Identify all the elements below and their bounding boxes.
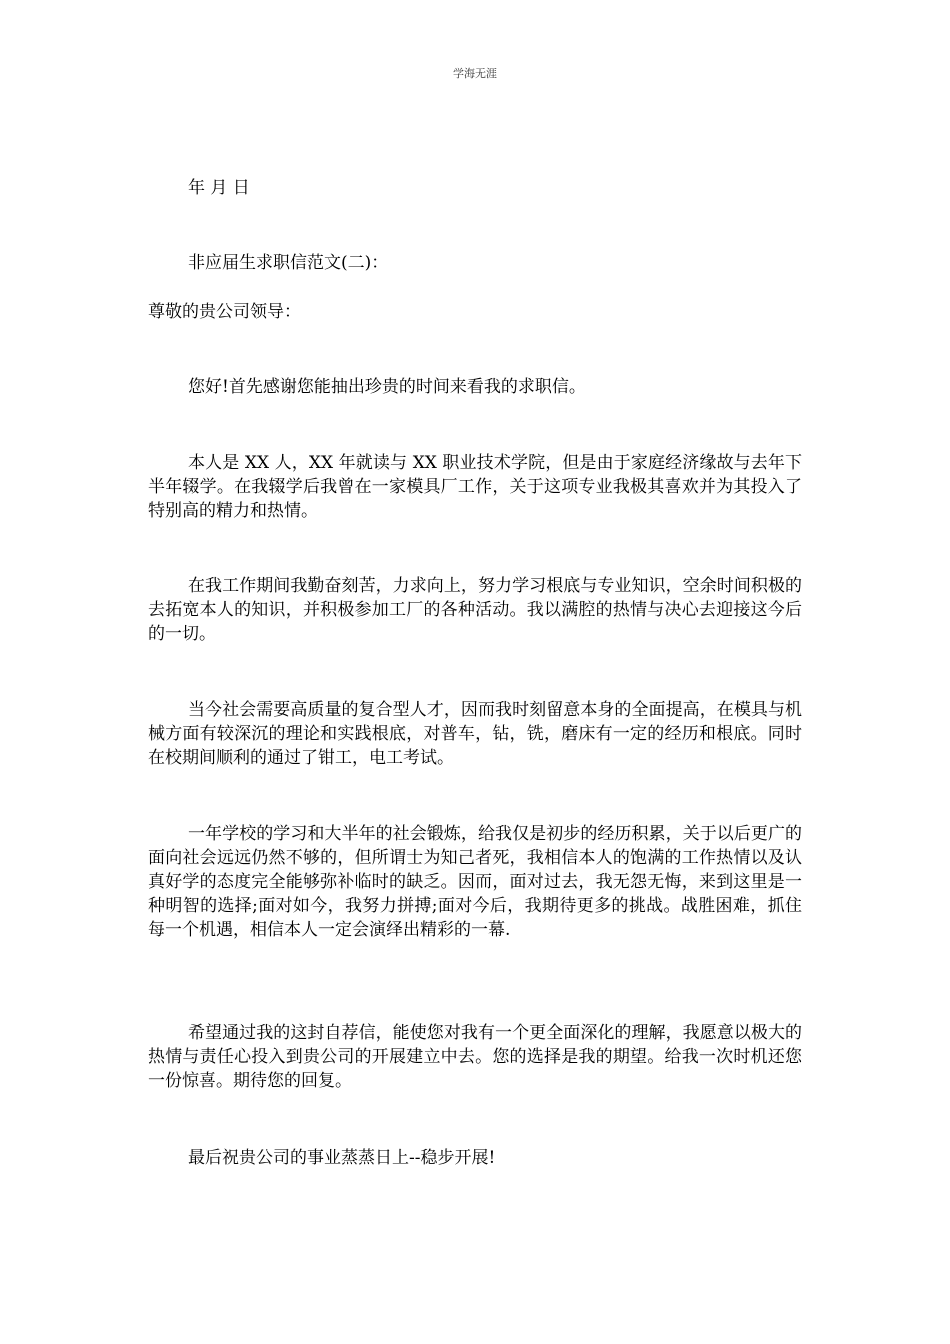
paragraph-skills: 当今社会需要高质量的复合型人才，因而我时刻留意本身的全面提高，在模具与机械方面有较深沉的理论和实践根底，对普车，钻，铣，磨床有一定的经历和根底。同时在校期间顺利的通过了钳工，电工考试。 — [148, 700, 802, 768]
paragraph-background: 本人是 XX 人，XX 年就读与 XX 职业技术学院，但是由于家庭经济缘故与去年下半年辍学。在我辍学后我曾在一家模具厂工作，关于这项专业我极其喜欢并为其投入了特别高的精力和热情。 — [148, 453, 802, 521]
paragraph-greeting: 您好!首先感谢您能抽出珍贵的时间来看我的求职信。 — [188, 377, 586, 397]
paragraph-work: 在我工作期间我勤奋刻苦，力求向上，努力学习根底与专业知识，空余时间积极的去拓宽本人的知识，并积极参加工厂的各种活动。我以满腔的热情与决心去迎接这今后的一切。 — [148, 576, 802, 644]
paragraph-hope: 希望通过我的这封自荐信，能使您对我有一个更全面深化的理解，我愿意以极大的热情与责任心投入到贵公司的开展建立中去。您的选择是我的期望。给我一次时机还您一份惊喜。期待您的回复。 — [148, 1023, 802, 1091]
date-line: 年 月 日 — [188, 178, 250, 198]
letter-title: 非应届生求职信范文(二)： — [188, 253, 389, 273]
salutation: 尊敬的贵公司领导： — [148, 302, 301, 322]
paragraph-experience: 一年学校的学习和大半年的社会锻炼，给我仅是初步的经历积累，关于以后更广的面向社会远远仍然不够的，但所谓士为知己者死，我相信本人的饱满的工作热情以及认真好学的态度完全能够弥补临时的缺乏。因而，面对过去，我无怨无悔，来到这里是一种明智的选择;面对如今，我努力拼搏;面对今后，我期待更多的挑战。战胜困难，抓住每一个机遇，相信本人一定会演绎出精彩的一幕. — [148, 824, 802, 940]
page-header: 学海无涯 — [453, 67, 497, 80]
paragraph-closing: 最后祝贵公司的事业蒸蒸日上--稳步开展! — [188, 1148, 496, 1168]
